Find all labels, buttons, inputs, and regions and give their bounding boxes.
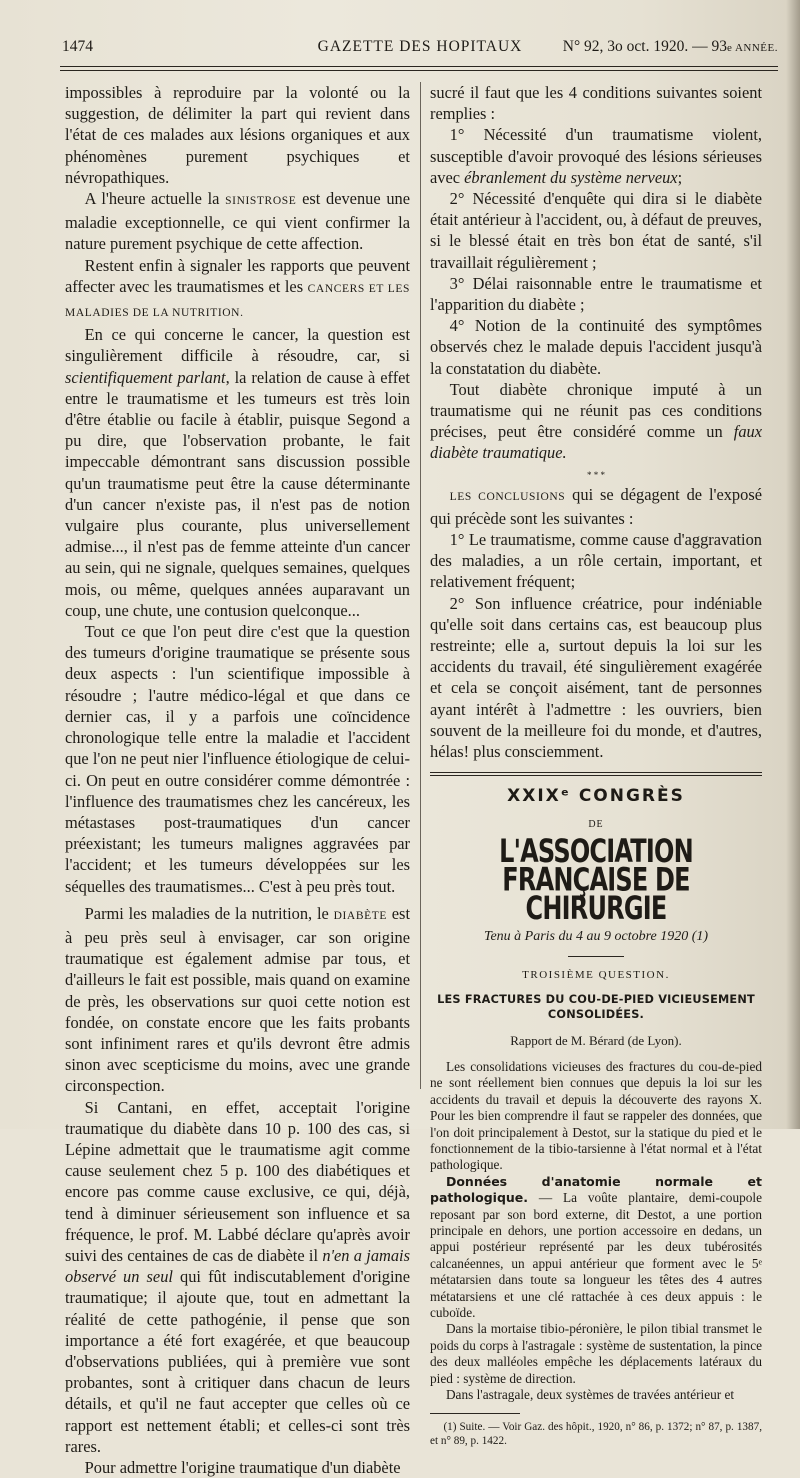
- paragraph: Parmi les maladies de la nutrition, le DIABÈTE est à peu près seul à envisager, car son origine traumatique est également admise par tous, et d'ailleurs le fait est possible, mais quand on examine de près, les observations sur quoi cette notion est fondée, on constate encore que les faits probants sont infiniment rares et qu'ils devront être admis sinon avec scepticisme du moins, avec une grande circonspection.: [65, 903, 410, 1096]
- short-rule: [568, 956, 624, 957]
- paragraph: Pour admettre l'origine traumatique d'un diabète: [84, 1458, 401, 1477]
- issue-suffix: e ANNÉE.: [726, 42, 778, 54]
- paragraph: 4° Notion de la continuité des symptômes observés chez le malade depuis l'accident jusqu'à la constatation du diabète.: [430, 316, 762, 378]
- paragraph: Tout diabète chronique imputé à un traumatisme qui ne réunit pas ces conditions précises, peut être considéré comme un faux diabète traumatique.: [430, 379, 762, 463]
- header-rule-thin: [60, 70, 778, 71]
- paragraph: Dans l'astragale, deux systèmes de travées antérieur et: [445, 1387, 735, 1403]
- subheading: Données d'anatomie normale et pathologique.: [430, 1173, 762, 1206]
- journal-title: GAZETTE DES HOPITAUX: [317, 38, 523, 55]
- paragraph: 2° Nécessité d'enquête qui dira si le diabète était antérieur à l'accident, ou, à défaut de preuves, si le blessé était en très bon état de santé, s'il travaillait régulièrement ;: [430, 189, 762, 272]
- right-column: [430, 82, 762, 1448]
- page-edge-shadow: [786, 0, 800, 1129]
- paragraph: 1° Le traumatisme, comme cause d'aggravation des maladies, a un rôle certain, important, et relativement fréquent;: [430, 530, 762, 592]
- congress-dates: Tenu à Paris du 4 au 9 octobre 1920 (1): [483, 929, 709, 945]
- congress-title: XXIXᵉ CONGRÈS: [507, 786, 685, 807]
- paragraph: 3° Délai raisonnable entre le traumatisme et l'apparition du diabète ;: [430, 273, 762, 315]
- paragraph: Données d'anatomie normale et pathologique. — La voûte plantaire, demi-coupole reposant par son bord externe, dit Destot, a une portion principale en dehors, une portion accessoire en dedans, un appui postérieur représenté par les deux tubérosités calcanéennes, un appui antérieur que forment avec le 5ᵉ métatarsien dans toute sa longueur les têtes des 4 autres métatarsiens et une clé rattachée à ces deux appuis : le cuboïde.: [430, 1173, 762, 1321]
- running-header: [62, 38, 778, 62]
- paragraph: LES CONCLUSIONS qui se dégagent de l'exposé qui précède sont les suivantes :: [430, 484, 762, 528]
- paragraph: Dans la mortaise tibio-péronière, le pilon tibial transmet le poids du corps à l'astragale : système de sustentation, la pince des deux malléoles empêche les déplacements latéraux du pied : système de direction.: [430, 1321, 762, 1386]
- page-number: 1474: [62, 38, 93, 55]
- question-title: LES FRACTURES DU COU-DE-PIED VICIEUSEMENT CONSOLIDÉES.: [437, 992, 755, 1021]
- footnote-rule: [430, 1413, 520, 1414]
- paragraph: sucré il faut que les 4 conditions suivantes soient remplies :: [430, 83, 762, 124]
- left-column: [65, 82, 410, 1478]
- section-separator: * * *: [587, 469, 605, 480]
- paragraph: Tout ce que l'on peut dire c'est que la question des tumeurs d'origine traumatique se présente sous deux aspects : l'un scientifique impossible à résoudre ; l'autre médico-légal et que dans ce dernier cas, il y a parfois une coïncidence chronologique telle entre la maladie et l'accident que l'on ne peut nier l'influence étiologique de celui-ci. On peut en outre considérer comme démontrée : l'influence des traumatismes chez les cancéreux, les métastases post-traumatiques d'un cancer préexistant; les tumeurs malignes aggravées par l'accident; et les tumeurs développées sur les séquelles des traumatismes... C'est à peu près tout.: [65, 622, 410, 896]
- section-rule: [430, 772, 762, 776]
- congress-de: DE: [588, 818, 604, 830]
- paragraph: impossibles à reproduire par la volonté ou la suggestion, de délimiter la part qui revient dans l'état de ces malades aux lésions organiques et aux phénomènes purement psychiques et névropathiques.: [65, 83, 410, 187]
- paragraph: 1° Nécessité d'un traumatisme violent, susceptible d'avoir provoqué des lésions sérieuses avec ébranlement du système nerveux;: [430, 125, 762, 187]
- association-title: L'ASSOCIATION FRANÇAISE DE CHIRURGIE: [499, 832, 693, 928]
- paragraph: Si Cantani, en effet, acceptait l'origine traumatique du diabète dans 10 p. 100 des cas, si Lépine admettait que le traumatisme agit comme cause seulement chez 5 p. 100 des diabétiques et encore pas comme cause exclusive, ce qui, déjà, tend à diminuer sérieusement son influence et sa fréquence, le prof. M. Labbé déclare qu'après avoir suivi des centaines de cas de diabète il n'en a jamais observé un seul qui fût indiscutablement d'origine traumatique; il ajoute que, tout en admettant la réalité de cette pathogénie, il pense que son importance a été fort exagérée, et que beaucoup d'observations publiées, qui à première vue sont probantes, sont à critiquer dans chacun de leurs détails, et qu'il ne faut accepter que celles où ce rapport est nettement établi; et celles-ci sont très rares.: [65, 1097, 411, 1456]
- question-number: TROISIÈME QUESTION.: [522, 968, 670, 981]
- paragraph: En ce qui concerne le cancer, la question est singulièrement difficile à résoudre, car, si scientifiquement parlant, la relation de cause à effet entre le traumatisme et les tumeurs est très loin d'être établie ou facile à établir, puisque Segond a pu dire, que l'observation probante, le fait impeccable démontrant sans discussion possible qu'un traumatisme peut être la cause déterminante d'un cancer n'existe pas, il n'est pas de notion vulgaire plus courante, plus universellement admise..., il n'est pas de femme atteinte d'un cancer au sein, qui ne signale, quelques semaines, quelques mois, ou même, quelques années auparavant un coup, une chute, une contusion quelconque...: [65, 325, 410, 620]
- paragraph: A l'heure actuelle la SINISTROSE est devenue une maladie exceptionnelle, ce qui vient confirmer la nature purement psychique de cette affection.: [65, 189, 410, 254]
- header-rule: [60, 66, 778, 67]
- report-author: Rapport de M. Bérard (de Lyon).: [510, 1032, 682, 1048]
- column-divider: [420, 82, 421, 1089]
- paragraph: Les consolidations vicieuses des fractures du cou-de-pied ne sont réellement bien connues que depuis la loi sur les accidents du travail et depuis la découverte des rayons X. Pour les bien comprendre il faut se rappeler des données, que l'on doit principalement à Destot, sur la statique du pied et le fonctionnement de la tibio-tarsienne à l'état normal et à l'état pathologique.: [430, 1058, 762, 1173]
- paragraph: Restent enfin à signaler les rapports que peuvent affecter avec les traumatismes et les CANCERS ET LES MALADIES DE LA NUTRITION.: [65, 255, 411, 320]
- report-body: [430, 1059, 762, 1404]
- issue-info: N° 92, 3o oct. 1920. — 93e ANNÉE.: [562, 38, 778, 55]
- footnote: (1) Suite. — Voir Gaz. des hôpit., 1920, n° 86, p. 1372; n° 87, p. 1387, et n° 89, p. 1422.: [430, 1421, 762, 1448]
- paragraph: 2° Son influence créatrice, pour indéniable qu'elle soit dans certains cas, est beaucoup plus restreinte; elle a, surtout depuis la loi sur les accidents du travail, été singulièrement exagérée et cela se conçoit aisément, tant de personnes ayant intérêt à l'admettre : les ouvriers, bien souvent de la meilleure foi du monde, et d'autres, hélas! plus consciemment.: [430, 593, 762, 762]
